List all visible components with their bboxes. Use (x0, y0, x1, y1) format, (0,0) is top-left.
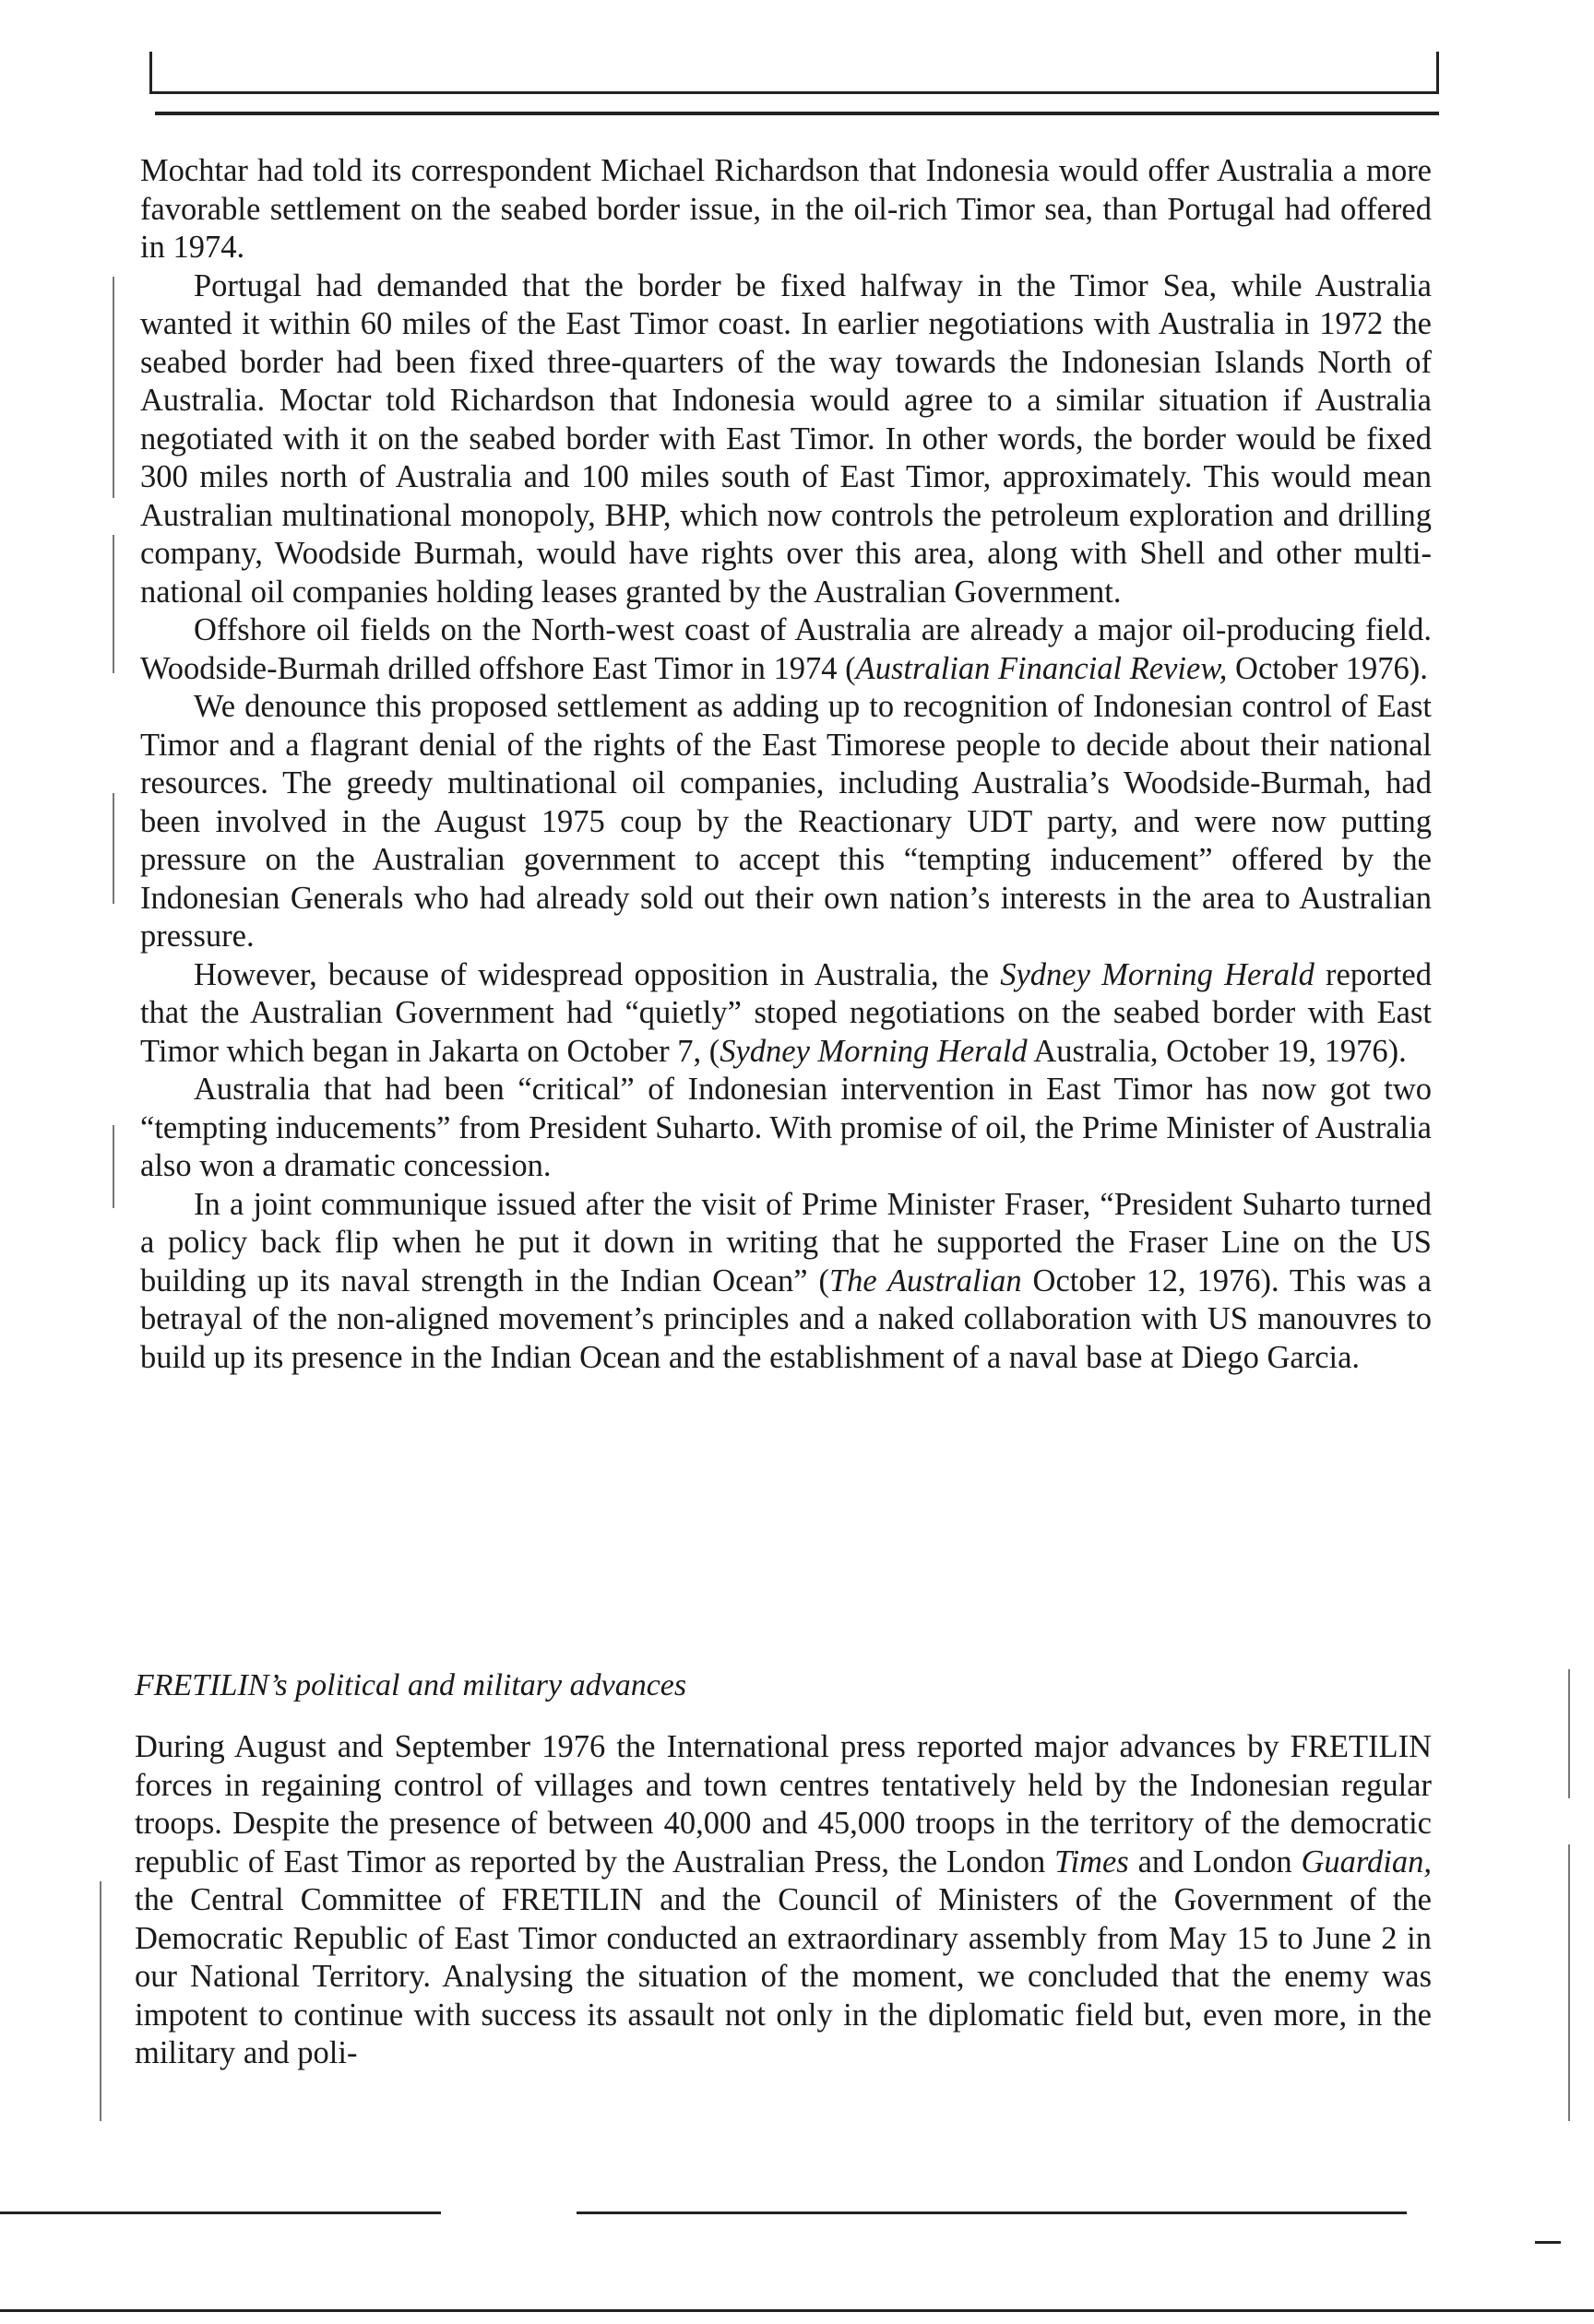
paragraph-5-text: However, because of widespread opposition in Australia, the (194, 956, 1001, 992)
citation-sydney-morning-herald: Sydney Morning Herald (1000, 956, 1314, 992)
margin-mark (113, 277, 114, 498)
paragraph-4: We denounce this proposed settlement as adding up to recognition of Indonesian control of East Timor and a flagrant denial of the rights of the East Timorese people to decide about their national resources. The greedy multinational oil companies, including Australia’s Woodside-Burmah, had been involved in the August 1975 coup by the Reactionary UDT party, and were now putting pressure on the Australian government to accept this “tempting inducement” offered by the Indonesian Generals who had already sold out their own nation’s interests in the area to Australian pressure. (140, 689, 1432, 954)
paragraph-3-text-end: October 1976). (1227, 650, 1428, 686)
citation-london-times: Times (1054, 1844, 1129, 1879)
paragraph-7-text: In a joint communique issued after the visit of Prime Minister Fraser, “President Suharto turned a policy back flip when he put it down in writing that he supported the Fraser Line on the US building up its naval strength in the Indian Ocean” ( (140, 1186, 1432, 1298)
paragraph-7-text-end: October 12, 1976). This was a betrayal of the non-aligned movement’s principles and a naked collaboration with US manouvres to build up its presence in the Indian Ocean and the establishment of a naval base at Diego Garcia. (140, 1263, 1432, 1375)
top-rule (155, 112, 1439, 115)
paragraph-5-text-end: Australia, October 19, 1976). (1027, 1033, 1407, 1069)
bottom-rule-right (577, 2211, 1407, 2214)
section-heading: FRETILIN’s political and military advances (135, 1668, 687, 1702)
citation-sydney-morning-herald-2: Sydney Morning Herald (720, 1033, 1028, 1069)
paragraph-5-text-mid: reported that the Australian Government had “quietly” stoped negotiations on the seabed border with East Timor which began in Jakarta on October 7, ( (140, 956, 1432, 1069)
margin-mark (1568, 1844, 1570, 2121)
margin-mark (113, 793, 114, 904)
bottom-rule-left (0, 2211, 441, 2214)
margin-mark (1568, 1669, 1570, 1798)
paragraph-5 (140, 956, 1432, 1072)
margin-mark (100, 1881, 101, 2121)
paragraph-3 (140, 611, 1432, 688)
page-frame-top (149, 52, 1439, 94)
margin-mark (113, 535, 114, 673)
margin-mark (113, 1125, 114, 1208)
section-paragraph-text-end: the Central Committee of FRETILIN and the Council of Ministers of the Government of the Democratic Republic of East Timor conducted an extraordinary assembly from May 15 to June 2 in our National Territory. Analysing the situation of the moment, we concluded that the enemy was impotent to continue with success its assault not only in the diplomatic field but, even more, in the military and poli- (135, 1882, 1432, 2070)
paragraph-1: Mochtar had told its correspondent Michael Richardson that Indonesia would offer Australia a more favorable settlement on the seabed border issue, in the oil-rich Timor sea, than Portugal had offered in 1974. (140, 153, 1432, 265)
citation-london-guardian: Guardian, (1301, 1844, 1433, 1879)
section-body (135, 1728, 1432, 2073)
paragraph-2: Portugal had demanded that the border be fixed halfway in the Timor Sea, while Australia wanted it within 60 miles of the East Timor coast. In earlier negotiations with Australia in 1972 the seabed border had been fixed three-quarters of the way towards the Indonesian Islands North of Australia. Moctar told Richardson that Indonesia would agree to a similar situation if Australia negotiated with it on the seabed border with East Timor. In other words, the border would be fixed 300 miles north of Australia and 100 miles south of East Timor, approximately. This would mean Australian multinational monopoly, BHP, which now controls the petroleum exploration and drilling company, Woodside Burmah, would have rights over this area, along with Shell and other multi-national oil companies holding leases granted by the Australian Government. (140, 267, 1432, 610)
section-paragraph (135, 1728, 1432, 2073)
section-paragraph-text: During August and September 1976 the International press reported major advances by FRETILIN forces in regaining control of villages and town centres tentatively held by the Indonesian regular troops. Despite the presence of between 40,000 and 45,000 troops in the territory of the democratic republic of East Timor as reported by the Australian Press, the London (135, 1729, 1432, 1879)
paragraph-6: Australia that had been “critical” of Indonesian intervention in East Timor has now got two “tempting inducements” from President Suharto. With promise of oil, the Prime Minister of Australia also won a dramatic concession. (140, 1072, 1432, 1183)
citation-australian-financial-review: Australian Financial Review, (855, 650, 1228, 686)
article-body (140, 152, 1432, 1377)
paragraph-3-text: Offshore oil fields on the North-west coast of Australia are already a major oil-producing field. Woodside-Burmah drilled offshore East Timor in 1974 ( (140, 612, 1432, 686)
section-paragraph-text-mid: and London (1128, 1844, 1302, 1879)
bottom-edge-rule (0, 2309, 1594, 2312)
citation-the-australian: The Australian (828, 1263, 1022, 1298)
margin-dash (1535, 2241, 1561, 2244)
paragraph-7 (140, 1186, 1432, 1378)
